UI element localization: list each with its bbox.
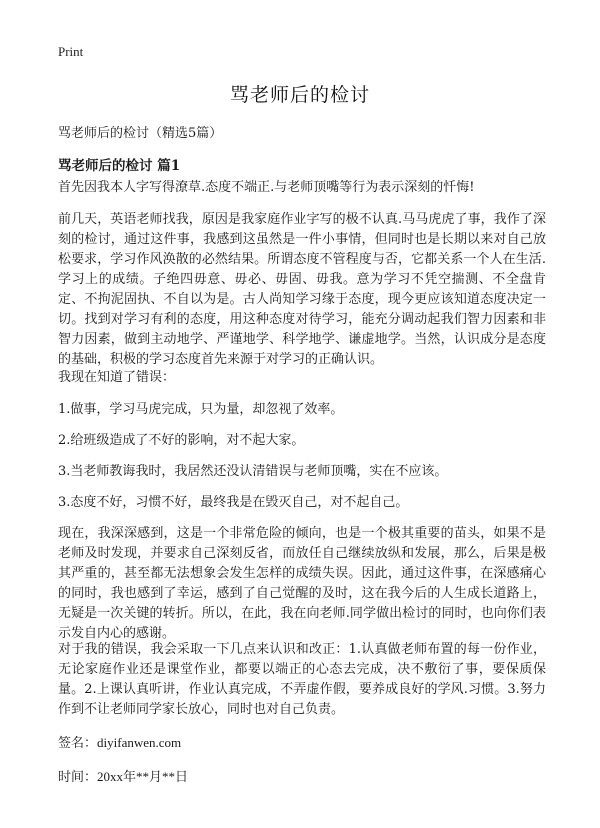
section-heading: 骂老师后的检讨 篇1	[58, 158, 181, 174]
time-label: 时间：	[58, 770, 98, 785]
time-value: 20xx年**月**日	[97, 769, 189, 784]
print-link[interactable]: Print	[58, 44, 84, 59]
error-item-2: 2.给班级造成了不好的影响，对不起大家。	[58, 433, 305, 448]
paragraph-corrections: 对于我的错误，我会采取一下几点来认识和改正：1.认真做老师布置的每一份作业，无论家庭作业还是课堂作业，都要以端正的心态去完成，决不敷衍了事，要保质保量。2.上课认真听讲，作业认真完成，不弄虚作假，要养成良好的学风.习惯。3.努力作到不让老师同学家长放心，同时也对自己负责。	[58, 642, 546, 717]
error-item-3: 3.当老师教诲我时，我居然还没认清错误与老师顶嘴，实在不应该。	[58, 464, 448, 479]
time-line	[58, 766, 188, 785]
signature-line	[58, 732, 181, 751]
page-title: 骂老师后的检讨	[229, 84, 370, 106]
paragraph-intro: 首先因我本人字写得潦草.态度不端正.与老师顶嘴等行为表示深刻的忏悔!	[58, 180, 475, 195]
signature-value: diyifanwen.com	[97, 735, 182, 750]
document-subtitle: 骂老师后的检讨（精选5篇）	[58, 126, 223, 141]
error-item-4: 3.态度不好，习惯不好，最终我是在毁灭自己，对不起自己。	[58, 495, 409, 510]
paragraph-reflection: 现在，我深深感到，这是一个非常危险的倾向，也是一个极其重要的苗头，如果不是老师及时发现，并要求自己深刻反省，而放任自己继续放纵和发展，那么，后果是极其严重的，甚至都无法想象会发生怎样的成绩失误。因此，通过这件事，在深感痛心的同时，我也感到了幸运，感到了自己觉醒的及时，这在我今后的人生成长道路上，无疑是一次关键的转折。所以，在此，我在向老师.同学做出检讨的同时，也向你们表示发自内心的感谢。	[58, 526, 546, 641]
paragraph-body: 前几天，英语老师找我，原因是我家庭作业字写的极不认真.马马虎虎了事，我作了深刻的检讨，通过这件事，我感到这虽然是一件小事情，但同时也是长期以来对自己放松要求，学习作风涣散的必然结果。所谓态度不管程度与否，它都关系一个人在生活.学习上的成绩。子绝四毋意、毋必、毋固、毋我。意为学习不凭空揣测、不全盘肯定、不拘泥固执、不自以为是。古人尚知学习缘于态度，现今更应该知道态度决定一切。找到对学习有利的态度，用这种态度对待学习，能充分调动起我们智力因素和非智力因素，做到主动地学、严谨地学、科学地学、谦虚地学。当然，认识成分是态度的基础，积极的学习态度首先来源于对学习的正确认识。	[58, 212, 546, 367]
error-item-1: 1.做事，学习马虎完成，只为量，却忽视了效率。	[58, 402, 344, 417]
paragraph-know-wrong: 我现在知道了错误：	[58, 370, 176, 385]
signature-label: 签名：	[58, 736, 98, 751]
